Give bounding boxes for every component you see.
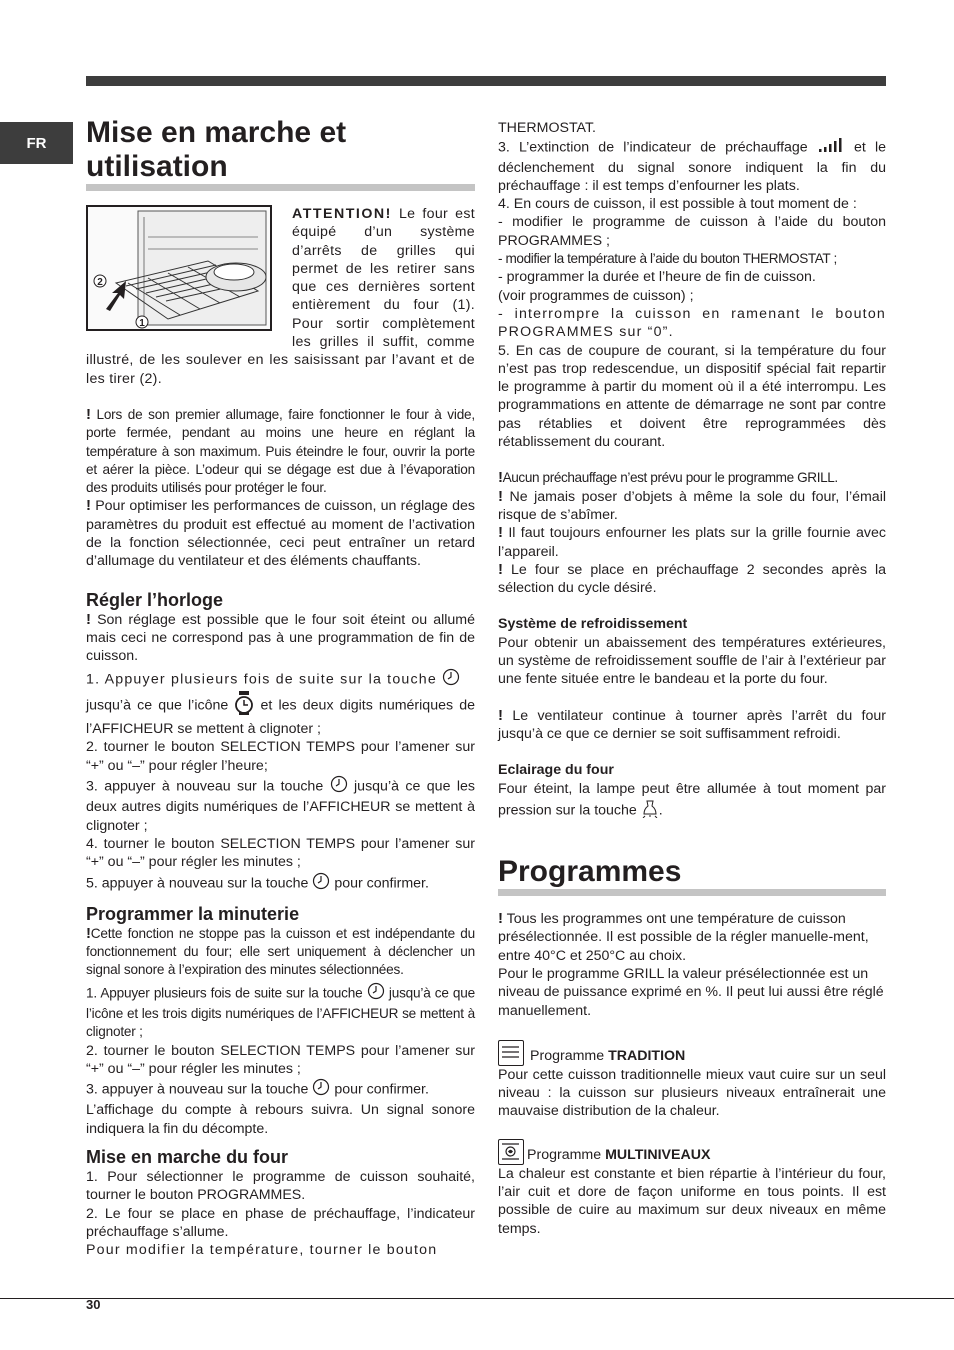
start-step-3: Pour modifier la température, tourner le bouton [86,1242,438,1259]
program-multiniveaux-text: La chaleur est constante et bien répartie à l’intérieur du four, l’air cuit et dore de façon uniforme en tous points. Il est possible de cuire au maximum sur deux niveaux en même temps. [498,1165,886,1237]
clock-step-3: 3. appuyer à nouveau sur la touche jusqu’à ce que les deux autres digits numériques de l’AFFICHEUR se mettent à clignoter ; [86,775,475,835]
warning-performance: ! Pour optimiser les performances de cuisson, un réglage des paramètres du produit est effectué au moment de l’activation de la fonction sélectionnée, ceci peut entraîner un retard d’allumage du ventilateur et des éléments chauffants. [86,497,475,570]
right-column [498,119,886,1238]
clock-step-1: 1. Appuyer plusieurs fois de suite sur la touche jusqu’à ce que l’icône et les deux digits numériques de l’AFFICHEUR se mettent à clignoter ; [86,668,475,739]
timer-step-1: 1. Appuyer plusieurs fois de suite sur la touche jusqu’à ce que l’icône et les trois digits numériques de l’AFFICHEUR se mettent à clignoter ; [86,982,475,1042]
program-tradition-heading: Programme TRADITION [498,1040,886,1066]
warning-first-use: ! Lors de son premier allumage, faire fonctionner le four à vide, porte fermée, pendant au moins une heure en réglant la température à son maximum. Puis éteindre le four, ouvrir la porte et aérer la pièce. L’odeur qui se dégage est due à l’évaporation des produits utilisés pour protéger le four. [86,405,475,496]
start-section-title: Mise en marche du four [86,1147,289,1168]
tradition-program-icon [498,1040,524,1066]
start-step-1: 1. Pour sélectionner le programme de cuisson souhaité, tourner le bouton PROGRAMMES. [86,1169,475,1204]
start-step-3-preheat: 3. L’extinction de l’indicateur de préchauffage et le déclenchement du signal sonore indiquent la fin du préchauffage : il est temps d’enfourner les plats. [498,137,886,195]
attention-label: ATTENTION! [292,206,392,222]
timer-warning: !Cette fonction ne stoppe pas la cuisson et est indépendante du fonctionnement du four; elle sert uniquement à déclencher un signal sonore à l’expiration des minutes sélectionnées. [86,924,475,978]
start-step-4b: - modifier la température à l’aide du bouton THERMOSTAT ; [498,251,837,267]
clock-key-icon [442,668,460,691]
start-step-4a: - modifier le programme de cuisson à l’aide du bouton PROGRAMMES ; [498,214,886,249]
program-multiniveaux-heading: Programme MULTINIVEAUX [498,1139,886,1165]
start-step-2: 2. Le four se place en phase de préchauffage, l’indicateur préchauffage s’allume. [86,1205,475,1240]
programmes-title: Programmes [498,855,886,896]
light-title: Eclairage du four [498,762,614,779]
clock-display-icon [234,691,254,720]
clock-key-icon [330,775,348,798]
warning-floor: ! Ne jamais poser d’objets à même la sole du four, l’émail risque de s’abîmer. [498,487,886,523]
program-tradition-text: Pour cette cuisson traditionnelle mieux vaut cuire sur un seul niveau : la cuisson sur plusieurs niveaux entraînerait une mauvaise distribution de la chaleur. [498,1066,886,1120]
cooling-text: Pour obtenir un abaissement des températures extérieures, un système de refroidissement souffle de l’air à l’extérieur par une fente située entre le bandeau et la porte du four. [498,634,886,688]
clock-key-icon [312,1078,330,1101]
clock-section-title: Régler l’horloge [86,589,224,610]
start-step-4c: - programmer la durée et l’heure de fin de cuisson. [498,269,816,286]
cooling-warning: ! Le ventilateur continue à tourner après l’arrêt du four jusqu’à ce que ce dernier se soit suffisamment refroidi. [498,706,886,742]
start-step-4d: (voir programmes de cuisson) ; [498,287,694,304]
preheat-bars-icon [817,137,845,158]
start-step-4: 4. En cours de cuisson, il est possible à tout moment de : [498,196,857,213]
language-tab: FR [0,122,73,164]
programmes-grill: Pour le programme GRILL la valeur présélectionnée est un niveau de puissance exprimé en %. Il peut lui aussi être réglé manuellement. [498,965,884,1019]
clock-step-4: 4. tourner le bouton SELECTION TEMPS pour l’amener sur “+” ou “–” pour régler les minutes ; [86,835,475,871]
warning-rack: ! Il faut toujours enfourner les plats sur la grille fournie avec l’appareil. [498,524,886,560]
warning-preheat: ! Le four se place en préchauffage 2 secondes après la sélection du cycle désiré. [498,560,886,597]
figure-label-2: 2 [97,277,103,288]
right-continuation: THERMOSTAT. [498,120,596,136]
cooling-title: Système de refroidissement [498,616,688,633]
light-text: Four éteint, la lampe peut être allumée à tout moment par pression sur la touche . [498,780,886,824]
timer-step-3: 3. appuyer à nouveau sur la touche pour confirmer. [86,1078,475,1101]
timer-step-2: 2. tourner le bouton SELECTION TEMPS pour l’amener sur “+” ou “–” pour régler les minutes ; [86,1042,475,1077]
attention-paragraph: ATTENTION! Le four est équipé d’un système d’arrêts de grilles qui permet de les retirer sans que ces dernières sortent entièrement du four (1). Pour sortir complètement les grilles il suffit, comme illustré, de les soulever en les saisissant par l’avant et de les tirer (2). [86,206,475,387]
bottom-rule [0,1298,954,1299]
oven-rack-illustration [86,205,272,331]
clock-step-5: 5. appuyer à nouveau sur la touche pour confirmer. [86,872,475,895]
clock-warning: ! Son réglage est possible que le four soit éteint ou allumé mais ceci ne correspond pas à une programmation de fin de cuisson. [86,610,475,665]
start-step-5: 5. En cas de coupure de courant, si la température du four n’est pas trop redescendue, un dispositif spécial fait repartir le programme à partir du moment où il a été interrompu. Les programmations en attente de démarrage ne sont par contre pas rétablies et doivent être reprogrammées dès rétablissement du courant. [498,342,886,451]
lamp-key-icon [641,798,659,823]
multilevel-program-icon [498,1139,524,1165]
left-column [86,116,475,1260]
top-rule [86,76,886,86]
clock-key-icon [312,872,330,895]
clock-step-2: 2. tourner le bouton SELECTION TEMPS pour l’amener sur “+” ou “–” pour régler l’heure; [86,739,475,774]
page-title: Mise en marche et utilisation [86,116,475,191]
page-number: 30 [86,1297,101,1312]
programmes-warning: ! Tous les programmes ont une température de cuisson présélectionnée. Il est possible de la régler manuelle-ment, entre 40°C et 250°C au choix. [498,910,869,964]
clock-key-icon [367,982,385,1005]
warning-grill: !Aucun préchauffage n’est prévu pour le programme GRILL. [498,469,838,487]
figure-label-1: 1 [139,318,145,329]
timer-section-title: Programmer la minuterie [86,903,300,924]
timer-step-4: L’affichage du compte à rebours suivra. Un signal sonore indiquera la fin du décompte. [86,1102,475,1137]
start-step-4e: - interrompre la cuisson en ramenant le bouton PROGRAMMES sur “0”. [498,305,886,341]
